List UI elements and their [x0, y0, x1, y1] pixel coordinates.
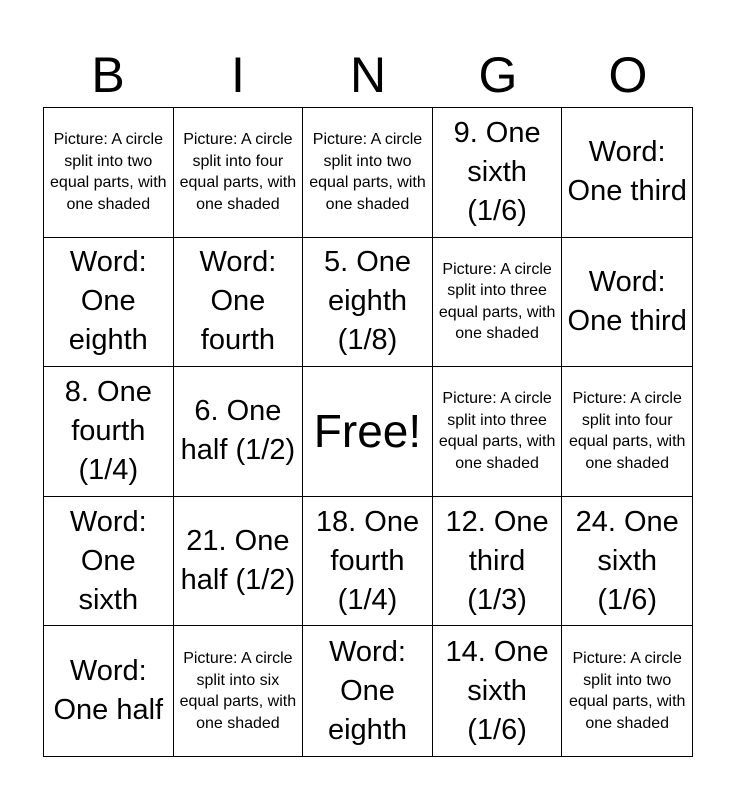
bingo-cell-r4-c3[interactable]: 18. One fourth (1/4)	[303, 497, 433, 627]
bingo-cell-r5-c5[interactable]: Picture: A circle split into two equal parts, with one shaded	[568, 650, 686, 732]
bingo-cell-r4-c5[interactable]: 24. One sixth (1/6)	[562, 497, 692, 627]
bingo-cell-r4-c1[interactable]: Word: One sixth	[44, 497, 174, 627]
bingo-cell-r1-c3[interactable]: Picture: A circle split into two equal parts, with one shaded	[303, 108, 433, 238]
header-letter-o: O	[608, 47, 648, 103]
bingo-cell-r5-c4[interactable]: 14. One sixth (1/6)	[433, 626, 563, 756]
bingo-cell-r1-c4[interactable]: 9. One sixth (1/6)	[433, 108, 563, 238]
bingo-cell-r3-c2[interactable]: 6. One half (1/2)	[174, 367, 304, 497]
bingo-cell-r5-c1[interactable]: Word: One half	[44, 626, 174, 756]
bingo-cell-r3-c1[interactable]: 8. One fourth (1/4)	[44, 367, 174, 497]
bingo-header	[43, 42, 693, 108]
header-letter-b: B	[91, 47, 125, 103]
bingo-cell-r5-c2[interactable]: Picture: A circle split into six equal parts, with one shaded	[174, 626, 304, 756]
bingo-cell-r2-c2[interactable]: Word: One fourth	[174, 238, 304, 368]
bingo-cell-r4-c2[interactable]: 21. One half (1/2)	[174, 497, 304, 627]
bingo-board	[43, 107, 693, 757]
bingo-cell-r3-c4[interactable]: Picture: A circle split into three equal parts, with one shaded	[433, 367, 563, 497]
bingo-cell-r2-c4[interactable]: Picture: A circle split into three equal parts, with one shaded	[433, 238, 563, 368]
bingo-cell-r1-c2[interactable]: Picture: A circle split into four equal parts, with one shaded	[174, 108, 304, 238]
bingo-cell-r4-c4[interactable]: 12. One third (1/3)	[433, 497, 563, 627]
bingo-cell-r1-c1[interactable]: Picture: A circle split into two equal parts, with one shaded	[44, 108, 174, 238]
bingo-cell-r3-c5[interactable]: Picture: A circle split into four equal parts, with one shaded	[562, 367, 692, 497]
bingo-cell-r1-c5[interactable]: Word: One third	[562, 108, 692, 238]
bingo-cell-r2-c5[interactable]: Word: One third	[562, 238, 692, 368]
bingo-cell-r5-c3[interactable]: Word: One eighth	[303, 626, 433, 756]
header-letter-g: G	[478, 47, 518, 103]
free-space-cell[interactable]: Free!	[303, 367, 433, 497]
bingo-cell-r2-c3[interactable]: 5. One eighth (1/8)	[303, 238, 433, 368]
bingo-cell-r2-c1[interactable]: Word: One eighth	[44, 238, 174, 368]
header-letter-i: I	[231, 47, 245, 103]
header-letter-n: N	[349, 47, 387, 103]
